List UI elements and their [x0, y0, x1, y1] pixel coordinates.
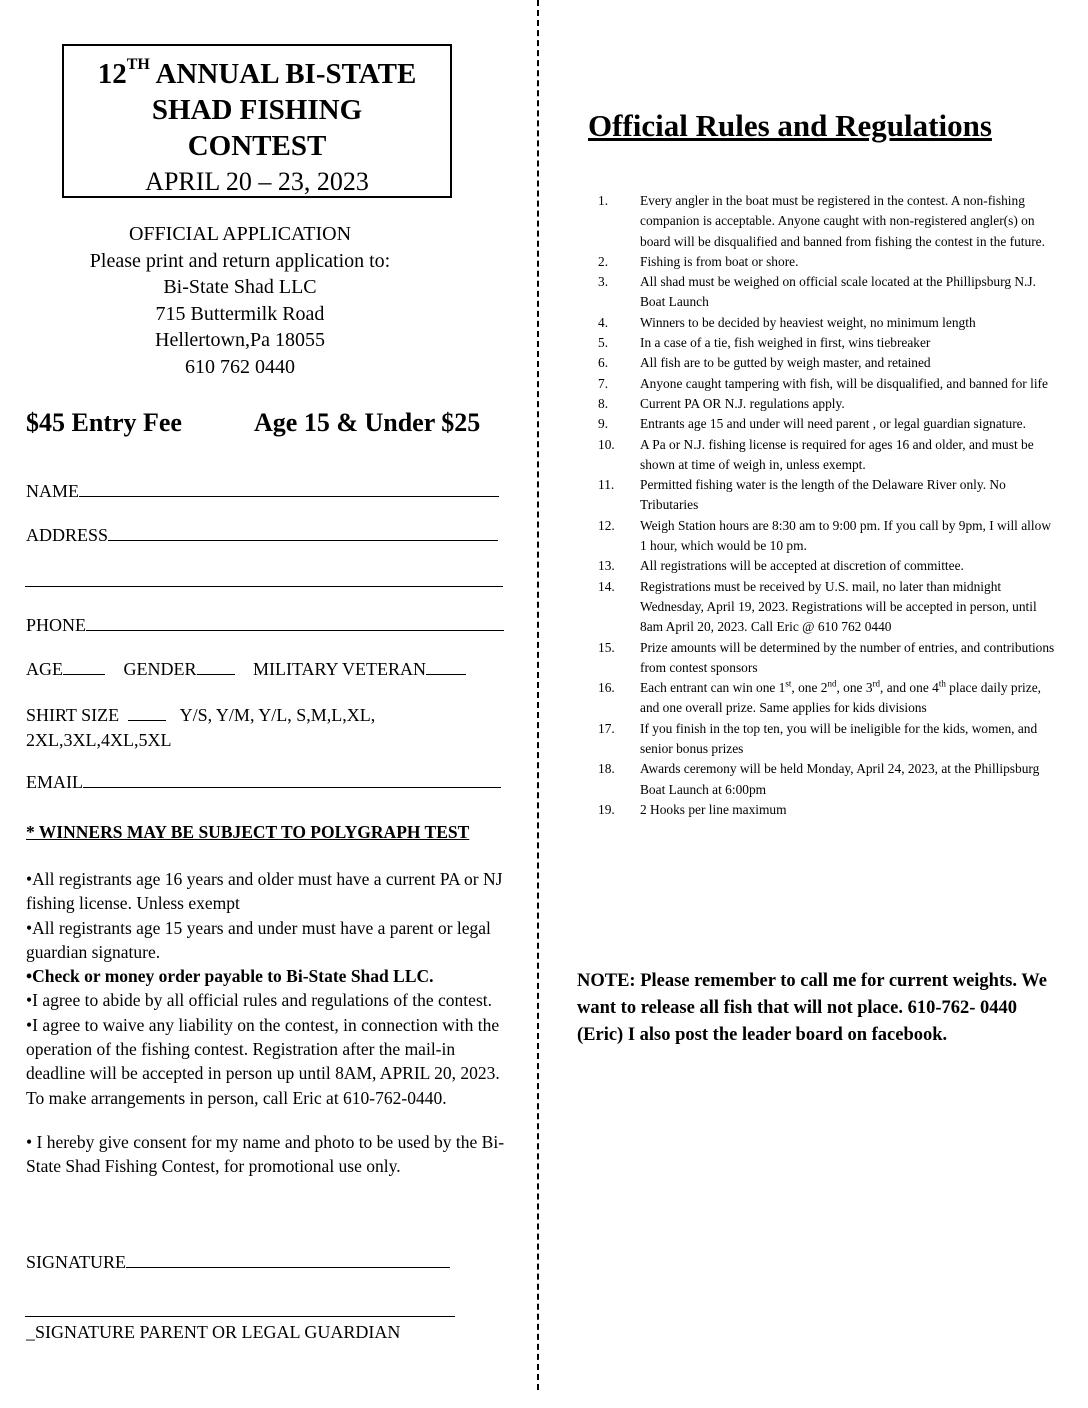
email-label: EMAIL	[26, 772, 83, 792]
name-field[interactable]	[26, 480, 499, 502]
street-address: 715 Buttermilk Road	[155, 302, 325, 325]
rule-item: 15. Prize amounts will be determined by the number of entries, and contributions from contest sponsors	[598, 639, 1055, 675]
guardian-signature-line[interactable]	[25, 1316, 455, 1317]
photo-consent: • I hereby give consent for my name and photo to be used by the Bi-State Shad Fishing Contest, for promotional use only.	[26, 1131, 505, 1177]
veteran-label: MILITARY VETERAN	[253, 659, 427, 679]
rule-item: 8. Current PA OR N.J. regulations apply.	[598, 395, 845, 411]
rules-list	[598, 191, 1060, 820]
signature-field[interactable]	[26, 1251, 450, 1273]
shirt-size-options: Y/S, Y/M, Y/L, S,M,L,XL,	[179, 705, 376, 725]
signature-input-line[interactable]	[126, 1251, 450, 1268]
rule-item: 13. All registrations will be accepted at discretion of committee.	[598, 558, 964, 574]
rules-heading: Official Rules and Regulations	[588, 108, 992, 143]
contact-phone: 610 762 0440	[185, 355, 295, 378]
rule-item: 9. Entrants age 15 and under will need parent , or legal guardian signature.	[598, 416, 1026, 432]
shirt-size-input-line[interactable]	[128, 704, 166, 721]
rule-item: 14. Registrations must be received by U.S. mail, no later than midnight Wednesday, April 19, 2023. Registrations will be accepted in person, until 8am April 20, 2023. Call Eric @ 610 762 0440	[598, 578, 1037, 635]
entry-fees	[26, 408, 516, 438]
application-heading: OFFICIAL APPLICATION	[128, 223, 352, 245]
organization-name: Bi-State Shad LLC	[163, 276, 317, 298]
veteran-input-line[interactable]	[426, 658, 466, 675]
age-input-line[interactable]	[63, 658, 105, 675]
shirt-size-field[interactable]	[26, 703, 375, 753]
rule-item: 7. Anyone caught tampering with fish, will be disqualified, and banned for life	[598, 375, 1048, 391]
youth-entry-fee: Age 15 & Under $25	[254, 408, 481, 437]
name-label: NAME	[26, 481, 79, 501]
age-label: AGE	[26, 659, 63, 679]
rule-item: 4. Winners to be decided by heaviest weight, no minimum length	[598, 314, 976, 330]
rule-item: 5. In a case of a tie, fish weighed in first, wins tiebreaker	[598, 335, 931, 351]
rule-item: 6. All fish are to be gutted by weigh master, and retained	[598, 355, 931, 371]
polygraph-notice: * WINNERS MAY BE SUBJECT TO POLYGRAPH TEST	[26, 822, 470, 842]
rule-item: 3. All shad must be weighed on official scale located at the Phillipsburg N.J. Boat Launch	[598, 274, 1036, 310]
email-input-line[interactable]	[83, 771, 501, 788]
rule-item: 12. Weigh Station hours are 8:30 am to 9:00 pm. If you call by 9pm, I will allow 1 hour, which would be 10 pm.	[598, 517, 1051, 554]
rule-item: 18. Awards ceremony will be held Monday, April 24, 2023, at the Phillipsburg Boat Launch at 6:00pm	[598, 761, 1040, 797]
registration-terms	[26, 867, 518, 1179]
email-field[interactable]	[26, 771, 501, 793]
phone-label: PHONE	[26, 615, 87, 635]
age-gender-veteran-field[interactable]	[26, 658, 466, 680]
application-instruction: Please print and return application to:	[89, 249, 391, 272]
license-requirement: •All registrants age 16 years and older must have a current PA or NJ fishing license. Unless exempt	[26, 869, 503, 914]
phone-input-line[interactable]	[86, 614, 504, 631]
rule-item: 1. Every angler in the boat must be registered in the contest. A non-fishing companion is acceptable. Anyone caught with non-registered angler(s) on board will be disqualified and banned from fishing the contest in the future.	[598, 193, 1045, 249]
rules-agreement: •I agree to abide by all official rules and regulations of the contest.	[26, 990, 492, 1011]
contest-dates: APRIL 20 – 23, 2023	[145, 167, 369, 196]
signature-label: SIGNATURE	[26, 1252, 127, 1272]
cut-line-divider	[537, 0, 539, 1390]
payment-instruction: •Check or money order payable to Bi-State Shad LLC.	[26, 966, 434, 987]
title-line-3: CONTEST	[187, 130, 327, 162]
address-input-line[interactable]	[108, 524, 498, 541]
title-line-2: SHAD FISHING	[151, 94, 363, 126]
rule-item: 19. 2 Hooks per line maximum	[598, 801, 787, 817]
name-input-line[interactable]	[79, 480, 499, 497]
guardian-requirement: •All registrants age 15 years and under must have a parent or legal guardian signature.	[26, 917, 491, 962]
address-label: ADDRESS	[26, 525, 109, 545]
rule-item: 2. Fishing is from boat or shore.	[598, 253, 799, 269]
guardian-signature-label: _SIGNATURE PARENT OR LEGAL GUARDIAN	[26, 1322, 401, 1342]
rule-item: 10. A Pa or N.J. fishing license is required for ages 16 and older, and must be shown at time of weigh in, unless exempt.	[598, 436, 1034, 472]
weights-note: NOTE: Please remember to call me for current weights. We want to release all fish that will not place. 610-762- 0440 (Eric) I also post the leader board on facebook.	[577, 971, 1047, 1045]
address-line-2[interactable]	[25, 586, 503, 587]
application-address-block	[40, 221, 440, 380]
rule-item: 17. If you finish in the top ten, you will be ineligible for the kids, women, and senior bonus prizes	[598, 720, 1038, 757]
city-state-zip: Hellertown,Pa 18055	[155, 329, 325, 351]
gender-input-line[interactable]	[197, 658, 235, 675]
title-line-1: 12TH ANNUAL BI-STATE	[97, 56, 417, 90]
rule-item: 11. Permitted fishing water is the length of the Delaware River only. No Tributaries	[598, 477, 1006, 513]
shirt-size-options-cont: 2XL,3XL,4XL,5XL	[26, 730, 172, 750]
rule-item: 16. Each entrant can win one 1st, one 2nd, one 3rd, and one 4th place daily prize, and one overall prize. Same applies for kids divisions	[598, 678, 1042, 716]
contest-title-box	[62, 44, 452, 198]
shirt-size-label: SHIRT SIZE	[26, 705, 120, 725]
address-field[interactable]	[26, 524, 498, 546]
liability-waiver: •I agree to waive any liability on the contest, in connection with the operation of the fishing contest. Registration after the mail-in deadline will be accepted in person up until 8AM, APRIL 20, 2023. To make arrangements in person, call Eric at 610-762-0440.	[26, 1014, 500, 1108]
gender-label: GENDER	[123, 659, 197, 679]
entry-fee: $45 Entry Fee	[26, 408, 182, 437]
phone-field[interactable]	[26, 614, 504, 636]
